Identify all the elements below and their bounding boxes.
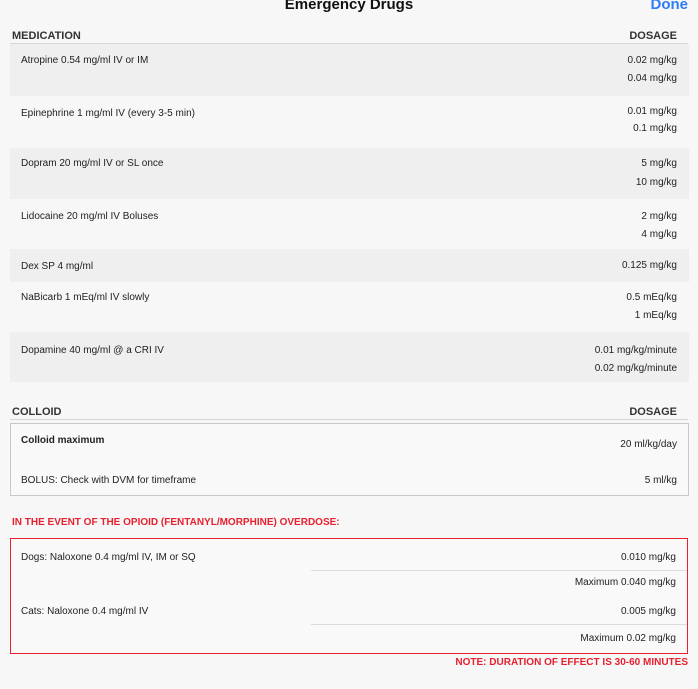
colloid-heading: COLLOID: [12, 406, 62, 418]
cats-max: Maximum 0.02 mg/kg: [580, 633, 676, 644]
colloid-max-label: Colloid maximum: [21, 435, 105, 446]
drug-name: Dopram 20 mg/ml IV or SL once: [21, 158, 164, 169]
duration-note: NOTE: DURATION OF EFFECT IS 30-60 MINUTES: [455, 657, 688, 668]
dose-high: 0.04 mg/kg: [627, 73, 677, 84]
divider: [311, 570, 687, 571]
dose-high: 4 mg/kg: [641, 229, 677, 240]
dose-high: 0.1 mg/kg: [633, 123, 677, 134]
medication-row-nabicarb: [10, 282, 689, 332]
drug-name: Epinephrine 1 mg/ml IV (every 3-5 min): [21, 108, 195, 119]
drug-name: Dex SP 4 mg/ml: [21, 261, 94, 272]
dogs-label: Dogs: Naloxone 0.4 mg/ml IV, IM or SQ: [21, 552, 196, 563]
dose-low: 5 mg/kg: [641, 158, 677, 169]
divider: [311, 624, 687, 625]
medication-row-epinephrine: [10, 96, 689, 148]
dose-high: 10 mg/kg: [635, 177, 677, 188]
drug-name: Dopamine 40 mg/ml @ a CRI IV: [21, 345, 164, 356]
dose-high: 0.02 mg/kg/minute: [594, 363, 677, 374]
drug-name: NaBicarb 1 mEq/ml IV slowly: [21, 292, 150, 303]
colloid-box: [10, 423, 689, 496]
dose-high: 1 mEq/kg: [634, 310, 677, 321]
dosage-heading: DOSAGE: [629, 30, 677, 42]
opioid-box: [10, 538, 688, 654]
dosage-heading: DOSAGE: [629, 406, 677, 418]
colloid-max-value: 20 ml/kg/day: [620, 439, 677, 450]
done-button[interactable]: Done: [650, 0, 688, 13]
dogs-max: Maximum 0.040 mg/kg: [574, 577, 676, 588]
medication-row-dexsp: [10, 249, 689, 282]
page-title: Emergency Drugs: [284, 0, 414, 13]
cats-label: Cats: Naloxone 0.4 mg/ml IV: [21, 606, 149, 617]
medication-row-dopram: [10, 148, 689, 199]
dose-low: 0.01 mg/kg: [627, 106, 677, 117]
dose-low: 0.02 mg/kg: [627, 55, 677, 66]
dose-low: 0.125 mg/kg: [621, 260, 677, 271]
dogs-dose: 0.010 mg/kg: [620, 552, 676, 563]
medication-header: [10, 30, 688, 44]
medication-row-lidocaine: [10, 199, 689, 249]
medication-row-dopamine: [10, 332, 689, 382]
colloid-bolus-label: BOLUS: Check with DVM for timeframe: [21, 475, 197, 486]
opioid-warning: IN THE EVENT OF THE OPIOID (FENTANYL/MORPHINE) OVERDOSE:: [12, 517, 340, 528]
dose-low: 0.01 mg/kg/minute: [594, 345, 677, 356]
cats-dose: 0.005 mg/kg: [620, 606, 676, 617]
drug-name: Lidocaine 20 mg/ml IV Boluses: [21, 211, 159, 222]
dose-low: 0.5 mEq/kg: [626, 292, 677, 303]
dose-low: 2 mg/kg: [641, 211, 677, 222]
nav-bar: [0, 0, 698, 20]
medication-row-atropine: [10, 44, 689, 96]
medication-heading: MEDICATION: [12, 30, 81, 42]
divider: [10, 419, 688, 420]
colloid-bolus-value: 5 ml/kg: [644, 475, 677, 486]
drug-name: Atropine 0.54 mg/ml IV or IM: [21, 55, 149, 66]
colloid-header: [10, 406, 688, 420]
